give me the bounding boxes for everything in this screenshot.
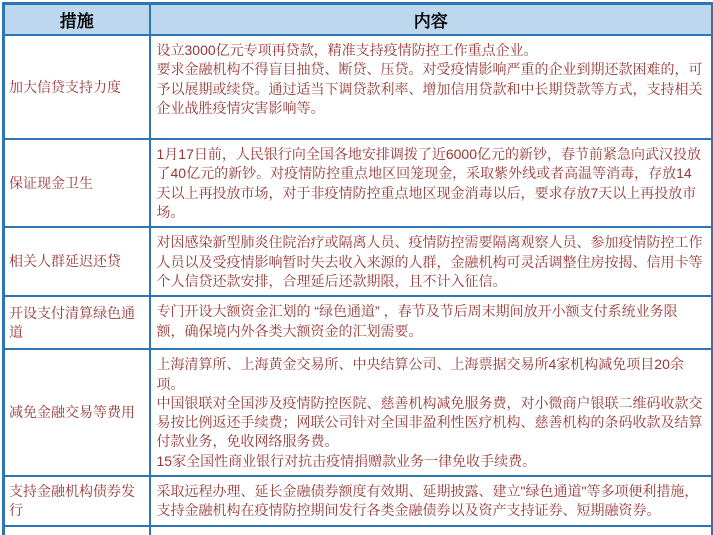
content-cell <box>150 35 713 139</box>
content-paragraph: 要求金融机构不得盲目抽贷、断贷、压贷。对受疫情影响严重的企业到期还款困难的，可予以展期或续贷。通过适当下调贷款利率、增加信用贷款和中长期贷款等方式，支持相关企业战胜疫情灾害影响等。 <box>156 61 703 116</box>
table-body <box>4 35 713 526</box>
content-paragraph: 1月17日前，人民银行向全国各地安排调拨了近6000亿元的新钞，春节前紧急向武汉投放了40亿元的新钞。对疫情防控重点地区回笼现金，采取紫外线或者高温等消毒，存放14天以上再投放市场，对于非疫情防控重点地区现金消毒以后，要求存放7天以上再投放市场。 <box>156 146 702 220</box>
column-header-content: 内容 <box>150 4 713 36</box>
partial-measure-cell <box>4 526 150 535</box>
measure-cell: 加大信贷支持力度 <box>4 35 150 139</box>
content-paragraph: 对因感染新型肺炎住院治疗或隔离人员、疫情防控需要隔离观察人员、参加疫情防控工作人员以及受疫情影响暂时失去收入来源的人群，金融机构可灵活调整住房按揭、信用卡等个人信贷还款安排，合理延后还款期限，且不计入征信。 <box>156 234 703 289</box>
header-row <box>4 4 713 36</box>
table-footer <box>4 526 713 535</box>
measure-cell: 开设支付清算绿色通道 <box>4 296 150 349</box>
content-paragraph: 15家全国性商业银行对抗击疫情捐赠款业务一律免收手续费。 <box>156 452 537 469</box>
table-row <box>4 227 713 296</box>
measure-cell: 减免金融交易等费用 <box>4 349 150 476</box>
content-cell <box>150 476 713 526</box>
column-header-measure: 措施 <box>4 4 150 36</box>
table-header <box>4 4 713 36</box>
partial-cutoff-row <box>4 526 713 535</box>
measure-cell: 支持金融机构债券发行 <box>4 476 150 526</box>
table-row <box>4 349 713 476</box>
measure-cell: 保证现金卫生 <box>4 139 150 227</box>
content-cell <box>150 139 713 227</box>
table-row <box>4 296 713 349</box>
content-cell <box>150 296 713 349</box>
partial-content-cell <box>150 526 713 535</box>
content-cell <box>150 227 713 296</box>
content-paragraph: 专门开设大额资金汇划的 “绿色通道” ，春节及节后周末期间放开小额支付系统业务限额，确保境内外各类大额资金的汇划需要。 <box>156 303 678 339</box>
content-paragraph: 上海清算所、上海黄金交易所、中央结算公司、上海票据交易所4家机构减免项目20余项。 <box>156 356 684 392</box>
content-paragraph: 采取远程办理、延长金融债券额度有效期、延期披露、建立"绿色通道"等多项便利措施，支持金融机构在疫情防控期间发行各类金融债券以及资产支持证券、短期融资券。 <box>156 483 699 519</box>
table-row <box>4 139 713 227</box>
policy-measures-table <box>2 2 713 535</box>
content-paragraph: 中国银联对全国涉及疫情防控医院、慈善机构减免服务费，对小微商户银联二维码收款交易按比例返还手续费；网联公司针对全国非盈利性医疗机构、慈善机构的条码收款及结算付款业务，免收网络服务费。 <box>156 394 703 450</box>
table-row <box>4 35 713 139</box>
table-row <box>4 476 713 526</box>
content-paragraph: 设立3000亿元专项再贷款，精准支持疫情防控工作重点企业。 <box>156 42 538 58</box>
measure-cell: 相关人群延迟还贷 <box>4 227 150 296</box>
content-cell <box>150 349 713 476</box>
